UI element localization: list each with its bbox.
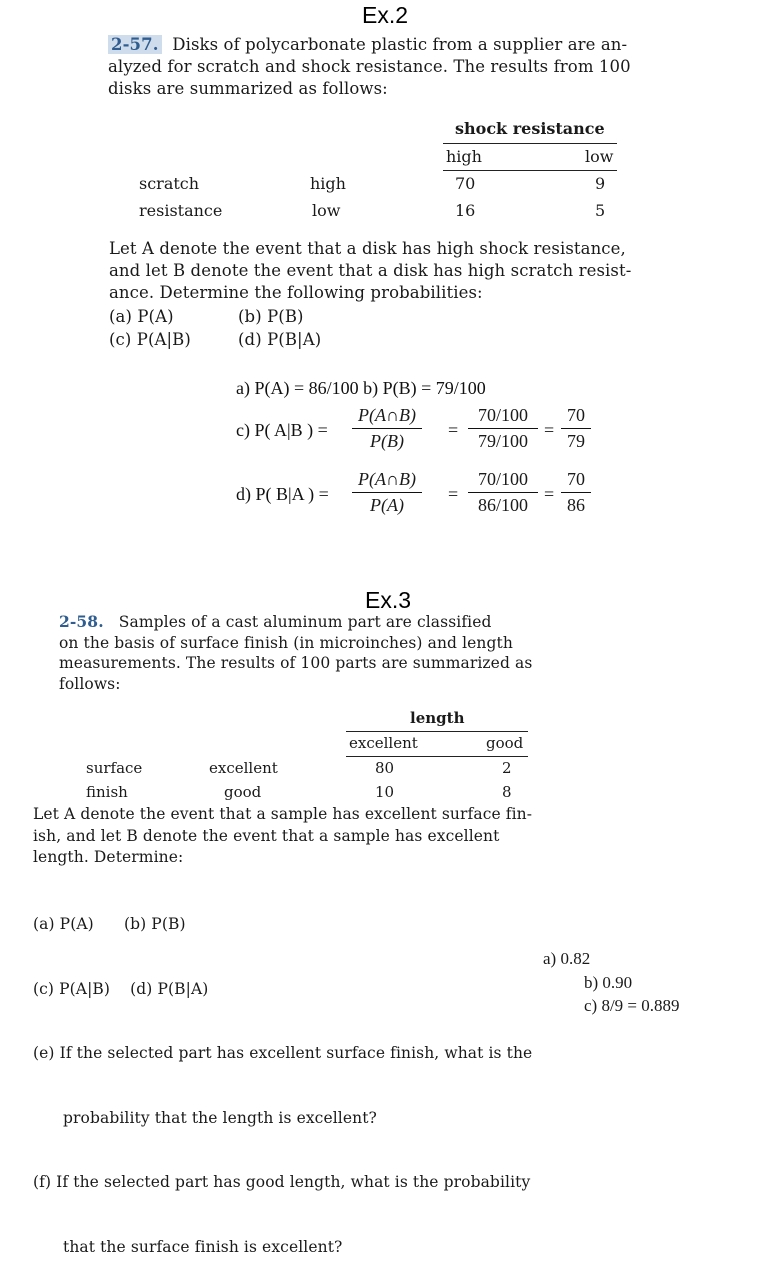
ex2-question-line-3: ance. Determine the following probabilities:: [109, 283, 483, 302]
ex2-c-num2: 70/100: [468, 405, 538, 429]
ex2-col-header-high: high: [446, 147, 482, 166]
ex2-question-line-1: Let A denote the event that a disk has high shock resistance,: [109, 239, 626, 258]
ex2-part-d: (d) P(B|A): [238, 330, 322, 349]
ex3-answer-a: a) 0.82: [543, 949, 591, 968]
ex3-parts: [33, 871, 532, 1280]
ex3-cell-r2c2: 8: [502, 783, 512, 801]
ex2-cell-r1c2: 9: [595, 174, 606, 193]
ex2-d-num3: 70: [561, 469, 591, 493]
ex2-cell-r1c1: 70: [455, 174, 476, 193]
ex2-solution-d-frac-1: [352, 469, 422, 516]
ex2-col-header-low: low: [585, 147, 614, 166]
ex3-part-ab: (a) P(A) (b) P(B): [33, 915, 186, 933]
ex2-solution-d-eq-2: =: [544, 484, 555, 504]
ex3-title: Ex.3: [365, 587, 412, 613]
ex2-question: [109, 238, 631, 304]
ex3-line-2: on the basis of surface finish (in microinches) and length: [59, 633, 513, 652]
ex3-question-line-1: Let A denote the event that a sample has excellent surface fin-: [33, 805, 533, 823]
ex2-c-den3: 79: [567, 431, 585, 451]
ex2-d-den2: 86/100: [477, 495, 528, 515]
ex3-part-f2: that the surface finish is excellent?: [63, 1237, 343, 1256]
ex2-c-num3: 70: [561, 405, 591, 429]
ex2-cell-r2c2: 5: [595, 201, 606, 220]
ex2-part-c: (c) P(A|B): [109, 330, 191, 349]
ex2-row-header-high: high: [310, 174, 346, 193]
ex3-row-group-label-1: surface: [86, 759, 143, 777]
ex3-line-3: measurements. The results of 100 parts are summarized as: [59, 654, 533, 672]
ex2-row-group-label-2: resistance: [139, 201, 223, 220]
ex3-problem-text: [59, 612, 532, 694]
ex2-c-den2: 79/100: [477, 431, 528, 451]
ex2-cell-r2c1: 16: [455, 201, 476, 220]
ex2-solution-c-frac-2: [468, 405, 538, 452]
ex3-part-e1: (e) If the selected part has excellent surface finish, what is the: [33, 1044, 533, 1062]
ex2-d-num2: 70/100: [468, 469, 538, 493]
ex2-part-b: (b) P(B): [238, 307, 304, 326]
ex2-row-group-label-1: scratch: [139, 174, 200, 193]
ex2-problem-text: [108, 34, 631, 100]
ex2-solution-d-eq-1: =: [448, 484, 459, 504]
ex3-header-rule: [346, 731, 528, 732]
ex2-solution-d-frac-3: [561, 469, 591, 516]
ex3-line-4: follows:: [59, 674, 121, 693]
ex2-line-2: alyzed for scratch and shock resistance. The results from 100: [108, 57, 631, 76]
ex3-part-f1: (f) If the selected part has good length, what is the probability: [33, 1173, 531, 1191]
ex2-solution-ab: a) P(A) = 86/100 b) P(B) = 79/100: [236, 378, 486, 398]
ex3-question-line-2: ish, and let B denote the event that a sample has excellent: [33, 826, 500, 845]
ex2-line-1: Disks of polycarbonate plastic from a supplier are an-: [172, 35, 628, 54]
ex3-cell-r1c2: 2: [502, 759, 512, 777]
ex3-col-header-good: good: [486, 734, 524, 752]
ex2-col-group-header: shock resistance: [455, 119, 605, 138]
ex2-title: Ex.2: [362, 2, 409, 28]
ex3-question: [33, 804, 532, 869]
ex2-problem-number: 2-57.: [108, 35, 162, 54]
ex2-subheader-rule: [443, 170, 617, 171]
ex2-solution-c-label: c) P( A|B ) =: [236, 420, 328, 440]
ex2-solution-d-frac-2: [468, 469, 538, 516]
ex3-row-header-excellent: excellent: [209, 759, 278, 777]
ex2-solution-c-frac-1: [352, 405, 422, 452]
ex3-part-cd: (c) P(A|B) (d) P(B|A): [33, 979, 209, 998]
ex2-solution-c-eq-1: =: [448, 420, 459, 440]
ex2-d-num: P(A∩B): [352, 469, 422, 493]
ex2-d-den: P(A): [370, 495, 404, 515]
ex3-answer-b: b) 0.90: [584, 973, 633, 992]
ex3-line-1: Samples of a cast aluminum part are classified: [118, 613, 492, 631]
ex3-subheader-rule: [346, 756, 528, 757]
ex3-part-e2: probability that the length is excellent?: [63, 1108, 377, 1127]
ex2-solution-d-label: d) P( B|A ) =: [236, 484, 329, 504]
ex3-col-group-header: length: [410, 709, 465, 727]
ex2-header-rule: [443, 143, 617, 144]
ex2-c-num: P(A∩B): [352, 405, 422, 429]
ex3-col-header-excellent: excellent: [349, 734, 418, 752]
ex2-d-den3: 86: [567, 495, 585, 515]
ex2-c-den: P(B): [370, 431, 404, 451]
ex3-cell-r1c1: 80: [375, 759, 395, 777]
ex3-row-header-good: good: [224, 783, 262, 801]
ex3-row-group-label-2: finish: [86, 783, 128, 801]
ex2-question-line-2: and let B denote the event that a disk has high scratch resist-: [109, 261, 632, 280]
ex2-solution-c-eq-2: =: [544, 420, 555, 440]
ex2-line-3: disks are summarized as follows:: [108, 79, 388, 98]
ex3-problem-number: 2-58.: [59, 612, 104, 631]
ex2-solution-c-frac-3: [561, 405, 591, 452]
ex2-row-header-low: low: [312, 201, 341, 220]
ex3-cell-r2c1: 10: [375, 783, 395, 801]
ex3-question-line-3: length. Determine:: [33, 848, 184, 866]
ex2-part-a: (a) P(A): [109, 307, 174, 326]
ex3-answer-c: c) 8/9 = 0.889: [584, 996, 680, 1015]
